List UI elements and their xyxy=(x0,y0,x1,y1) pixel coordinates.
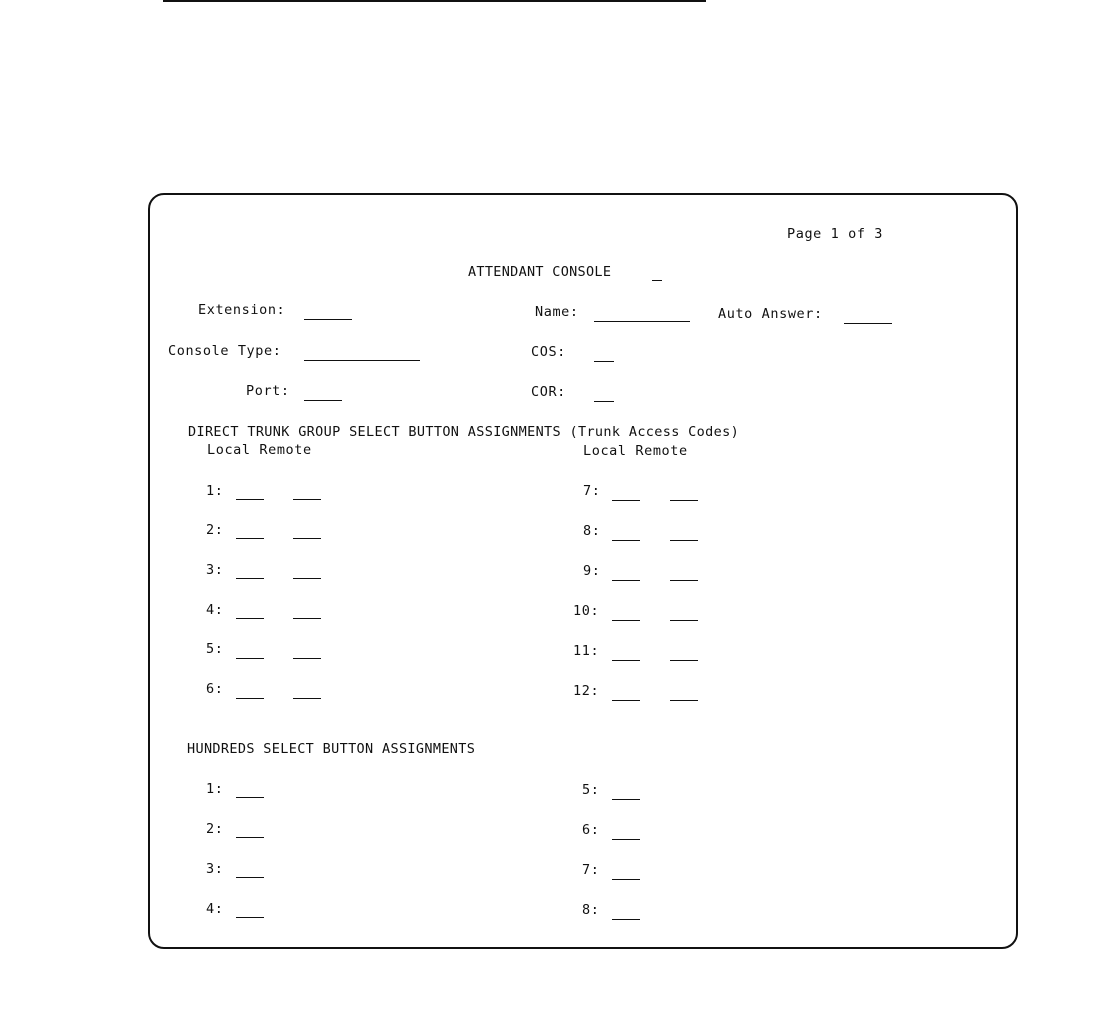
dtgs-remote-field[interactable] xyxy=(293,523,321,539)
dtgs-row-label: 6: xyxy=(206,681,224,697)
dtgs-remote-field[interactable] xyxy=(670,565,698,581)
dtgs-remote-field[interactable] xyxy=(293,683,321,699)
dtgs-row-label: 2: xyxy=(206,522,224,538)
dtgs-local-field[interactable] xyxy=(612,605,640,621)
cos-label: COS: xyxy=(531,344,566,360)
hundreds-heading: HUNDREDS SELECT BUTTON ASSIGNMENTS xyxy=(187,741,476,757)
hundreds-row-label: 2: xyxy=(206,821,224,837)
dtgs-local-field[interactable] xyxy=(236,643,264,659)
hundreds-row-label: 6: xyxy=(582,822,600,838)
hundreds-row-label: 3: xyxy=(206,861,224,877)
hundreds-row-label: 7: xyxy=(582,862,600,878)
dtgs-remote-field[interactable] xyxy=(670,605,698,621)
dtgs-row-label: 3: xyxy=(206,562,224,578)
console-type-field[interactable] xyxy=(304,345,420,361)
dtgs-remote-field[interactable] xyxy=(293,643,321,659)
extension-label: Extension: xyxy=(198,302,286,318)
dtgs-heading: DIRECT TRUNK GROUP SELECT BUTTON ASSIGNMENTS (Trunk Access Codes) xyxy=(188,424,740,440)
port-field[interactable] xyxy=(304,385,342,401)
hundreds-row-label: 1: xyxy=(206,781,224,797)
hundreds-row-label: 5: xyxy=(582,782,600,798)
dtgs-local-field[interactable] xyxy=(612,685,640,701)
dtgs-remote-field[interactable] xyxy=(670,485,698,501)
dtgs-remote-field[interactable] xyxy=(293,563,321,579)
dtgs-row-label: 10: xyxy=(573,603,600,619)
page-indicator: Page 1 of 3 xyxy=(787,226,884,242)
dtgs-local-field[interactable] xyxy=(236,484,264,500)
top-rule xyxy=(163,0,706,2)
hundreds-field[interactable] xyxy=(612,824,640,840)
cor-label: COR: xyxy=(531,384,566,400)
name-label: Name: xyxy=(535,304,579,320)
dtgs-row-label: 9: xyxy=(583,563,601,579)
dtgs-remote-field[interactable] xyxy=(293,603,321,619)
hundreds-row-label: 4: xyxy=(206,901,224,917)
dtgs-local-field[interactable] xyxy=(236,563,264,579)
title-field[interactable] xyxy=(652,265,662,281)
cor-field[interactable] xyxy=(594,386,614,402)
dtgs-row-label: 4: xyxy=(206,602,224,618)
dtgs-remote-field[interactable] xyxy=(670,685,698,701)
dtgs-local-field[interactable] xyxy=(612,645,640,661)
auto-answer-label: Auto Answer: xyxy=(718,306,823,322)
hundreds-field[interactable] xyxy=(612,904,640,920)
dtgs-col-header-right: Local Remote xyxy=(583,443,688,459)
dtgs-local-field[interactable] xyxy=(236,523,264,539)
cos-field[interactable] xyxy=(594,346,614,362)
dtgs-col-header-left: Local Remote xyxy=(207,442,312,458)
dtgs-local-field[interactable] xyxy=(612,565,640,581)
auto-answer-field[interactable] xyxy=(844,308,892,324)
console-type-label: Console Type: xyxy=(168,343,282,359)
hundreds-field[interactable] xyxy=(612,864,640,880)
dtgs-remote-field[interactable] xyxy=(293,484,321,500)
hundreds-field[interactable] xyxy=(236,822,264,838)
dtgs-row-label: 1: xyxy=(206,483,224,499)
dtgs-row-label: 5: xyxy=(206,641,224,657)
dtgs-row-label: 8: xyxy=(583,523,601,539)
dtgs-remote-field[interactable] xyxy=(670,645,698,661)
name-field[interactable] xyxy=(594,306,690,322)
hundreds-field[interactable] xyxy=(236,782,264,798)
dtgs-local-field[interactable] xyxy=(612,525,640,541)
extension-field[interactable] xyxy=(304,304,352,320)
dtgs-local-field[interactable] xyxy=(236,683,264,699)
port-label: Port: xyxy=(246,383,290,399)
hundreds-field[interactable] xyxy=(612,784,640,800)
dtgs-row-label: 11: xyxy=(573,643,600,659)
hundreds-field[interactable] xyxy=(236,902,264,918)
attendant-console-form xyxy=(148,193,1018,949)
form-title: ATTENDANT CONSOLE xyxy=(468,264,612,280)
dtgs-local-field[interactable] xyxy=(612,485,640,501)
dtgs-row-label: 7: xyxy=(583,483,601,499)
dtgs-remote-field[interactable] xyxy=(670,525,698,541)
hundreds-field[interactable] xyxy=(236,862,264,878)
hundreds-row-label: 8: xyxy=(582,902,600,918)
dtgs-row-label: 12: xyxy=(573,683,600,699)
dtgs-local-field[interactable] xyxy=(236,603,264,619)
